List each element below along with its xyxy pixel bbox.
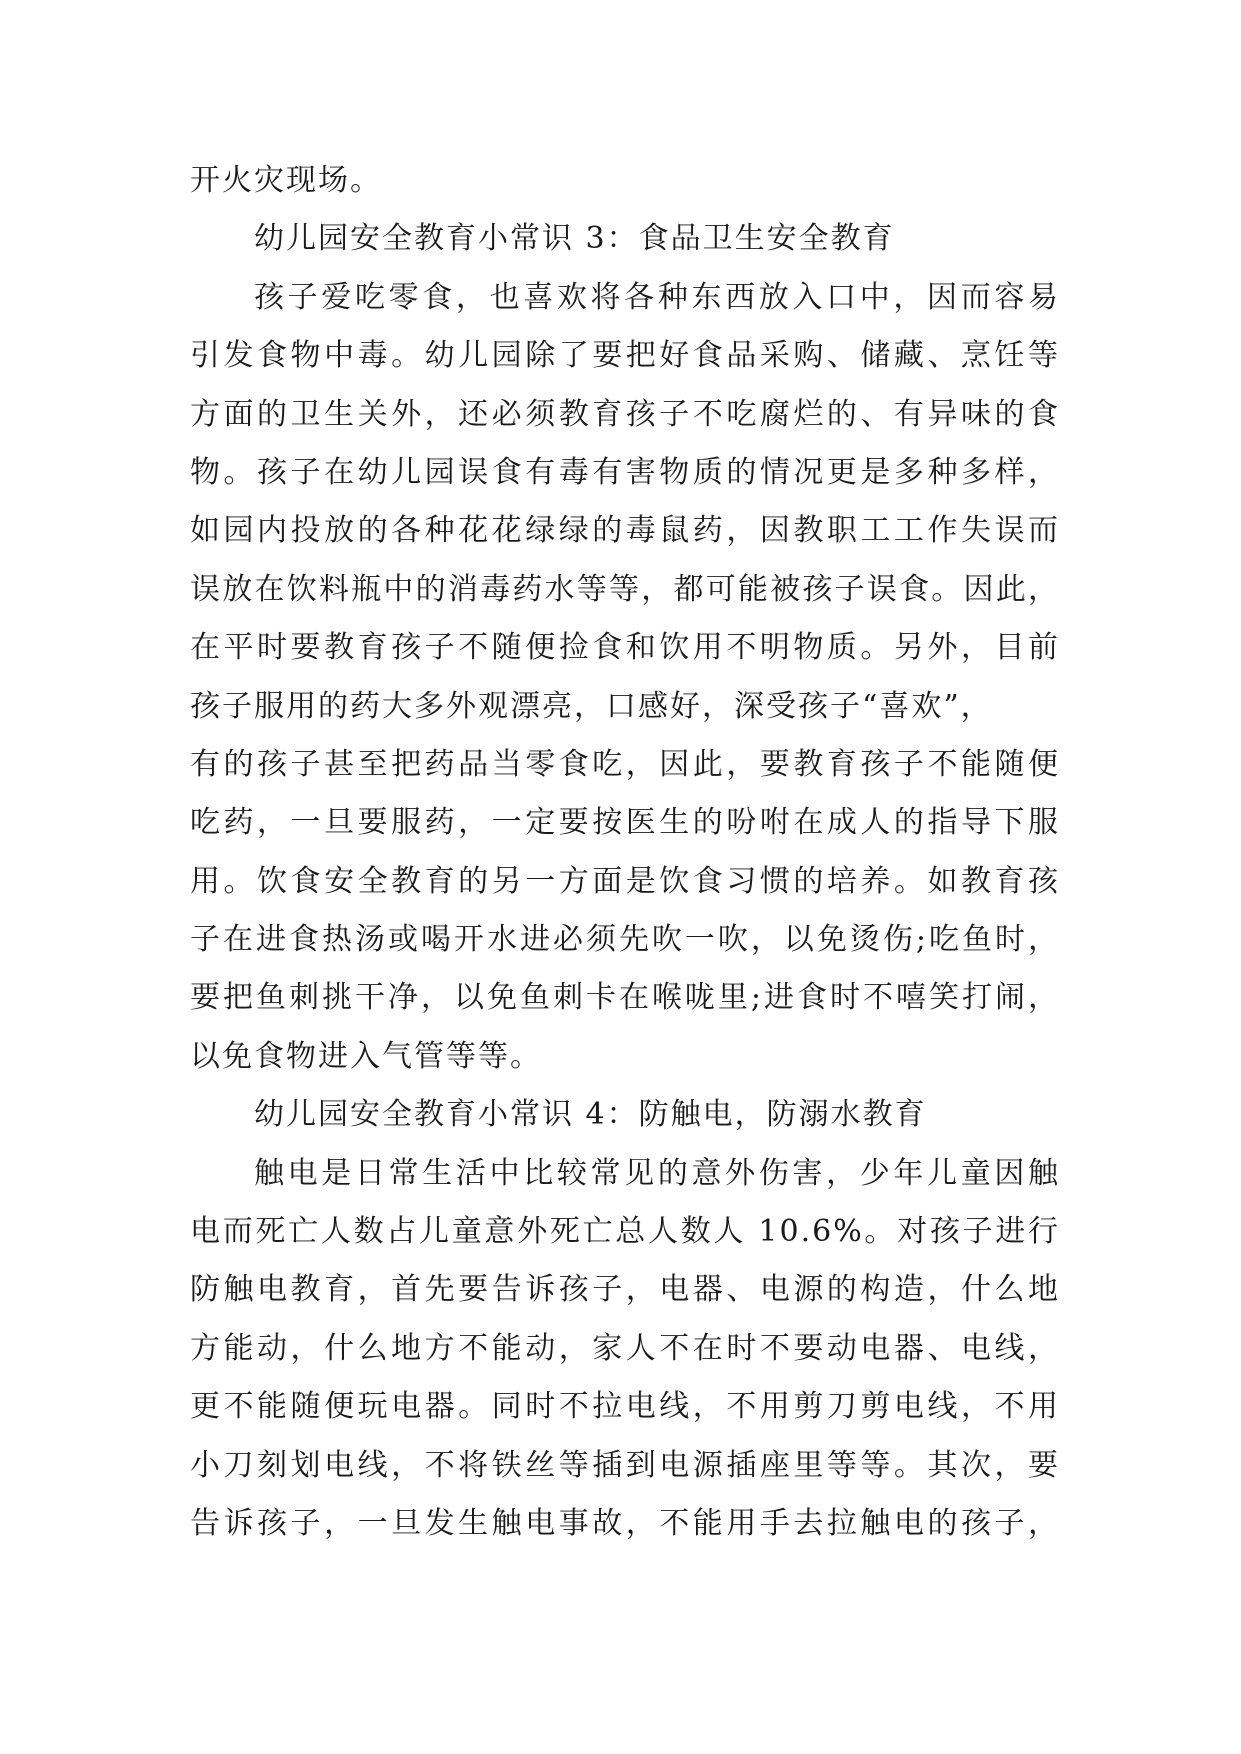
paragraph-line: 电而死亡人数占儿童意外死亡总人数人 10.6%。对孩子进行: [190, 1214, 1060, 1250]
paragraph-line: 在平时要教育孩子不随便捡食和饮用不明物质。另外，目前: [190, 630, 1060, 666]
paragraph-line: 告诉孩子，一旦发生触电事故，不能用手去拉触电的孩子，: [190, 1505, 1060, 1541]
paragraph-line: 要把鱼刺挑干净，以免鱼刺卡在喉咙里;进食时不嘻笑打闹，: [190, 980, 1060, 1016]
text-line: 开火灾现场。: [190, 163, 382, 198]
paragraph-line: 孩子爱吃零食，也喜欢将各种东西放入口中，因而容易: [254, 279, 1060, 315]
paragraph-line: 以免食物进入气管等等。: [190, 1038, 542, 1074]
paragraph-line: 孩子服用的药大多外观漂亮，口感好，深受孩子“喜欢”，: [190, 688, 993, 724]
paragraph-line: 子在进食热汤或喝开水进必须先吹一吹，以免烫伤;吃鱼时，: [190, 922, 1060, 958]
paragraph-line: 小刀刻划电线，不将铁丝等插到电源插座里等等。其次，要: [190, 1447, 1060, 1483]
paragraph-line: 误放在饮料瓶中的消毒药水等等，都可能被孩子误食。因此，: [190, 571, 1060, 607]
paragraph-line: 引发食物中毒。幼儿园除了要把好食品采购、储藏、烹饪等: [190, 338, 1060, 374]
paragraph-line: 物。孩子在幼儿园误食有毒有害物质的情况更是多种多样，: [190, 454, 1060, 490]
paragraph-line: 吃药，一旦要服药，一定要按医生的吩咐在成人的指导下服: [190, 805, 1060, 841]
document-body: [190, 152, 1060, 1553]
paragraph-line: 如园内投放的各种花花绿绿的毒鼠药，因教职工工作失误而: [190, 513, 1060, 549]
paragraph-line: 更不能随便玩电器。同时不拉电线，不用剪刀剪电线，不用: [190, 1389, 1060, 1425]
paragraph-line: 有的孩子甚至把药品当零食吃，因此，要教育孩子不能随便: [190, 746, 1060, 782]
paragraph-line: 方面的卫生关外，还必须教育孩子不吃腐烂的、有异味的食: [190, 396, 1060, 432]
paragraph-line: 用。饮食安全教育的另一方面是饮食习惯的培养。如教育孩: [190, 863, 1060, 899]
paragraph-line: 方能动，什么地方不能动，家人不在时不要动电器、电线，: [190, 1330, 1060, 1366]
section-heading: 幼儿园安全教育小常识 3：食品卫生安全教育: [254, 221, 895, 257]
paragraph-line: 防触电教育，首先要告诉孩子，电器、电源的构造，什么地: [190, 1272, 1060, 1308]
paragraph-line: 触电是日常生活中比较常见的意外伤害，少年儿童因触: [254, 1155, 1060, 1191]
section-heading: 幼儿园安全教育小常识 4：防触电，防溺水教育: [254, 1097, 927, 1133]
